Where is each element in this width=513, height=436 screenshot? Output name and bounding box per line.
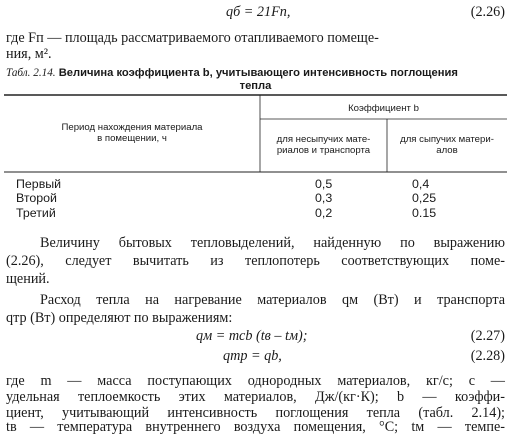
paragraph1-line2: (2.26), следует вычитать из теплопотерь соответствующих поме-	[6, 253, 505, 269]
table-title-line1: Величина коэффициента b, учитывающего интенсивность поглощения	[58, 67, 458, 79]
non-bulk-header	[260, 134, 387, 156]
non-bulk-cell: 0,3	[315, 191, 333, 206]
bulk-header-line1: для сыпучих матери-	[400, 134, 494, 145]
non-bulk-cell: 0,2	[315, 205, 333, 220]
period-header-line2: в помещении, ч	[97, 133, 167, 144]
bulk-header	[387, 134, 507, 156]
table-row	[4, 177, 507, 191]
equation-number: (2.27)	[470, 328, 505, 344]
coefficient-group-header: Коэффициент b	[348, 103, 419, 114]
period-cell: Первый	[16, 177, 62, 191]
paragraph3-line4: tв — температура внутреннего воздуха помещения, °C; tм — темпе-	[6, 419, 505, 435]
equation-formula: qб = 21Fп,	[226, 4, 291, 20]
non-bulk-cell: 0,5	[315, 177, 333, 191]
equation-number: (2.26)	[470, 4, 505, 20]
period-header	[4, 122, 260, 144]
table-row	[4, 191, 507, 205]
bulk-cell: 0.15	[412, 205, 437, 220]
bulk-cell: 0,25	[412, 191, 437, 206]
paragraph3-line1: где m — масса поступающих однородных материалов, кг/с; c —	[6, 373, 505, 389]
period-cell: Третий	[16, 205, 56, 220]
equation-2-27: qм = mcb (tв – tм);	[196, 328, 308, 344]
table-body	[4, 177, 507, 220]
definition-fp-line1: где Fп — площадь рассматриваемого отапливаемого помеще-	[6, 30, 379, 46]
paragraph1-line1: Величину бытовых тепловыделений, найденную по выражению	[40, 235, 505, 251]
period-header-line1: Период нахождения материала	[61, 122, 203, 133]
paragraph3-line3: циент, учитывающий интенсивность поглощения тепла (табл. 2.14);	[6, 405, 505, 421]
table-label: Табл. 2.14.	[6, 67, 56, 79]
paragraph2-line2: qтр (Вт) определяют по выражениям:	[6, 310, 233, 326]
equation-2-28: qтр = qb,	[223, 348, 282, 364]
bulk-cell: 0,4	[412, 177, 430, 191]
definition-fp-line2: ния, м².	[6, 46, 52, 62]
paragraph1-line3: щений.	[6, 271, 50, 287]
equation-number: (2.28)	[470, 348, 505, 364]
equation-2-26	[226, 4, 290, 21]
non-bulk-header-line1: для несыпучих мате-	[276, 134, 371, 145]
bulk-header-line2: алов	[436, 145, 458, 156]
paragraph2-line1: Расход тепла на нагревание материалов qм (Вт) и транспорта	[40, 292, 505, 308]
table-row	[4, 206, 507, 220]
paragraph3-line2: удельная теплоемкость этих материалов, Дж/(кг·К); b — коэффи-	[6, 389, 505, 405]
table-title-line2: тепла	[239, 80, 272, 92]
period-cell: Второй	[16, 191, 57, 206]
table-caption	[6, 67, 505, 79]
non-bulk-header-line2: риалов и транспорта	[276, 145, 371, 156]
